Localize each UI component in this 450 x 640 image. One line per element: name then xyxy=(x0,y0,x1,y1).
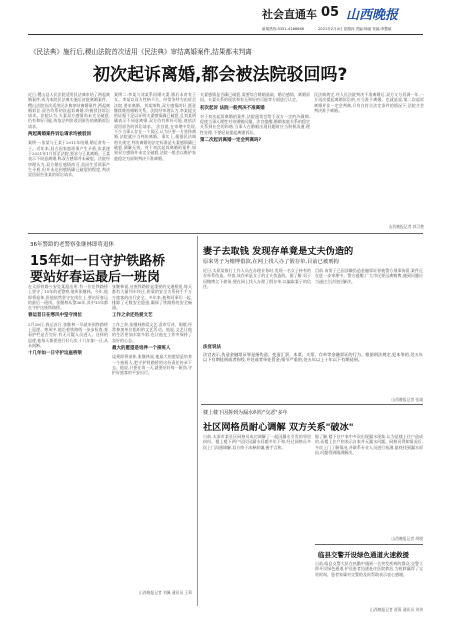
article2-byline: 山西晚报记者 刘佩 通讯员 王莉 xyxy=(139,590,192,595)
article1-body-col2b-text: 法官说,在审理中发现,不少当事人存在一个误区,认为只要一方坚持离婚,法院就应当判决离婚。事实上,根据民法典相关规定,判决离婚的法定标准是夫妻感情确已破裂,调解无效。对于初次起诉离婚的案件,如果双方感情并未完全破裂,法院一般会以维护家庭稳定为原则判决不准离婚。 xyxy=(114,123,196,161)
hotline: 新闻热线:0351-4286666 xyxy=(262,27,305,31)
article1-subhead1: 两起离婚案件诉讼请求均被驳回 xyxy=(28,132,91,138)
article4-body-col2 xyxy=(315,434,423,534)
article2-subhead2: 工作之余还热爱文艺 xyxy=(112,313,153,319)
paper-logo: 山西晚报 xyxy=(346,8,399,23)
article4-byline: 山西晚报记者 胡晓 xyxy=(391,536,423,541)
article1-subhead2: 初次起诉 法院一般判决不准离婚 xyxy=(200,105,265,111)
article2-body-col1b-text: 2月28日,春运首日,张继林一早就来到铁路桥上巡逻。寒风中,他沿着铁路线一步步检查,查看护栏是否完好,有无可疑人员进入。这样的巡逻,他每天都要进行好几次,十几年如一日,从未间断。 xyxy=(28,321,108,348)
article3-deck: 原来男子为赌博借款,在网上找人办了假存单,目前已被刑拘 xyxy=(203,259,339,265)
article3-law-body: 法官表示,伪造金融票证罪是指伪造、变造汇票、本票、支票、存单等金融票证的行为。根据刑法规定,犯本罪的,处五年以下有期徒刑或者拘役,并处或者单处罚金;情节严重的,处五年以上十年以下有期徒刑。 xyxy=(203,352,423,363)
divider-3 xyxy=(315,544,423,545)
article3-law-text xyxy=(203,352,423,394)
article1-byline: 山西晚报记者 郭卫艳 xyxy=(388,224,424,229)
article3-body-col2 xyxy=(315,268,423,338)
article4-headline: 社区网格员耐心调解 双方关系"破冰" xyxy=(203,422,354,433)
article5-headline: 临县交警开设绿色通道火速救援 xyxy=(318,551,409,559)
article3-byline: 山西晚报记者 张瑜 xyxy=(391,397,423,402)
article5-body-text: 日前,临县交警大队在执勤中遇到一名突发疾病的群众,交警立即开设绿色通道,护送患者迅速赶往医院救治,为抢救赢得了宝贵时间。患者家属对交警的及时帮助表示衷心感谢。 xyxy=(315,561,423,577)
article1-subhead3: 第二次起诉离婚一定会判离吗? xyxy=(200,138,262,144)
article2-body-col1-text: 在太原铁路公安处某派出所,有一位在铁路桥上坚守了15年的老警察,他叫张继林。今年,他即将退休,但他依然坚守在岗位上,要站好春运的最后一班岗。张继林从警36年,其中15年都在守护这座铁路桥。 xyxy=(28,284,108,311)
section-title: 社会直通车 xyxy=(262,8,317,21)
article4-body-col1 xyxy=(203,434,311,534)
article1-body-col3b-text: 对于初次起诉离婚的案件,法院通常会给予双方一定的冷静期,促使当事人理性对待婚姻问题。法官提醒,婚姻家庭关系的稳定关系到社会的和谐,当事人在婚姻出现问题时应当积极沟通,理性处理,不要轻易提起离婚诉讼。 xyxy=(200,113,310,135)
article2-kicker: 36年警龄的老警察张继林即将退休 xyxy=(30,242,114,248)
article1-body-col4-text: 民法典规定,经人民法院判决不准离婚后,双方又分居满一年,一方再次提起离婚诉讼的,应当准予离婚。也就是说,第二次起诉离婚并非一定会判离,只有在符合法定条件的情况下,法院才会判决准予离婚。 xyxy=(314,92,424,113)
article2-body-col1 xyxy=(28,284,108,584)
masthead-rule xyxy=(28,34,423,35)
article3-body-col2-text: 目前,该男子已因涉嫌伪造金融票证罪被警方刑事拘留,案件正在进一步审理中。警方提醒,广大市民要远离赌博,遇到问题应当通过合法途径解决。 xyxy=(315,268,423,284)
article2-body-col2b-text: 工作之余,张继林热爱文艺,喜欢写诗、唱歌,经常参加单位组织的文艺活动。他说,文艺让他的生活更加丰富多彩,也让他在工作中保持了良好的心态。 xyxy=(112,321,192,343)
divider-1 xyxy=(28,233,423,234)
article3-body-col1 xyxy=(203,268,311,338)
article1-body-col2 xyxy=(114,92,196,232)
article5-body xyxy=(315,561,423,605)
article2-body-col2-text: 张继林说,这座铁路桥是重要的交通枢纽,每天都有大量列车经过,桥梁的安全关系到千千万万旅客的出行安全。多年来,他和同事们一起,排除了无数安全隐患,确保了铁路桥的安全畅通。 xyxy=(112,284,192,311)
article2-headline-line1: 15年如一日守护铁路桥 xyxy=(30,254,166,269)
article1-body-col1b-text: 案例一:张某与王某于2011年结婚,婚后育有一子。近年来,双方因家庭琐事产生矛盾,张某遂于2021年1月诉至法院,要求与王某离婚。王某表示不同意离婚,称双方感情并未破裂。法院经审理认为,双方婚后感情尚可,虽因生活琐事产生矛盾,但并未达到感情确已破裂的程度,判决驳回原告张某的诉讼请求。 xyxy=(28,140,110,178)
article4-body-col1-text: 日前,太原市某社区网格员成功调解了一起因漏水引发的邻里纠纷。楼上楼下两户居民因漏水问题多年不和,经过网格员多次上门沟通调解,双方终于冰释前嫌,握手言和。 xyxy=(203,434,311,450)
divider-2 xyxy=(201,404,423,405)
article2-subhead1b: 十几年如一日守护这座桥梁 xyxy=(28,351,82,357)
article3-body-col1-text: 近日,太原某银行工作人员在办理业务时,发现一名女子持有的存单系伪造。经查,该存单是女子的丈夫伪造的。据了解,男子因赌博欠下债务,便在网上找人办理了假存单,以骗取妻子的信任。 xyxy=(203,268,311,289)
page-number: 05 xyxy=(321,5,340,20)
article2-body-col3-text: 谈到即将退休,张继林说,他最大的愿望是培养一个接班人,把守护铁路桥的这份责任传承下去。他说,只要在岗一天,就要站好每一班岗,守护好旅客的平安出行。 xyxy=(112,354,192,376)
article2-subhead2b: 最大的愿望是培养一个接班人 xyxy=(112,345,171,351)
article2-headline-line2: 要站好春运最后一班岗 xyxy=(30,270,161,285)
article4-body-col2-text: 据了解,楼下住户家中多次出现漏水现象,认为是楼上住户造成的,而楼上住户则表示自家并无漏水问题。网格员得知情况后,多次上门了解情况,并联系专业人员进行检测,最终找到漏水原因,问题得到圆满解决。 xyxy=(315,434,423,455)
article1-kicker: 《民法典》施行后,稷山法院首次适用《民法典》审结离婚案件,结果都未判离 xyxy=(30,48,252,56)
article1-body-col3-text: 夫妻感情是否确已破裂,需要综合婚姻基础、婚后感情、离婚原因、夫妻关系的现状和有无和好的可能等方面进行认定。 xyxy=(200,92,310,103)
article1-body-col4 xyxy=(314,92,424,222)
article3-subhead-law: 法官说法 xyxy=(203,345,221,350)
article1-headline: 初次起诉离婚,都会被法院驳回吗? xyxy=(93,65,348,85)
masthead xyxy=(0,0,450,36)
date-line: 2021年2月4日 星期四 责编:杨丽 美编:李慧斌 xyxy=(318,27,392,31)
article2-body-col2 xyxy=(112,284,192,584)
article3-headline: 妻子去取钱 发现存单竟是丈夫伪造的 xyxy=(203,246,354,257)
article5-byline: 山西晚报记者 贾燕 通讯员 刘伟 xyxy=(370,607,423,612)
article4-kicker: 楼上楼下因拆到为漏水纠纷"交恶"多年 xyxy=(203,410,288,416)
article1-body-col1 xyxy=(28,92,110,232)
article1-body-col3 xyxy=(200,92,310,232)
article1-body-col1-text: 近日,稷山县人民法院适用民法典审结了两起离婚案件,成为本院民法典实施后首批离婚案件。稷山法院首次适用民法典审结离婚案件,两起离婚诉讼,原告均系初次起诉离婚,均被驳回诉讼请求。法院认为,夫妻双方感情尚未完全破裂,仍有和好可能,故依法判决驳回原告的离婚诉讼请求。 xyxy=(28,92,110,129)
article2-subhead1: 春运首日在寒风中坚守岗位 xyxy=(28,313,82,319)
vertical-divider xyxy=(197,236,198,606)
article1-body-col2-text: 案例二:李某与刘某系再婚夫妻,婚后未育有子女。李某以双方性格不合、经常争吵为由诉至法院,要求离婚。刘某辩称,双方感情尚好,愿意继续维持婚姻关系。法院经审理认为,李某提交的证据不足以证明夫妻感情确已破裂,且刘某明确表示不同意离婚,双方仍有和好可能,遂依法驳回原告的诉讼请求。 xyxy=(114,92,196,129)
